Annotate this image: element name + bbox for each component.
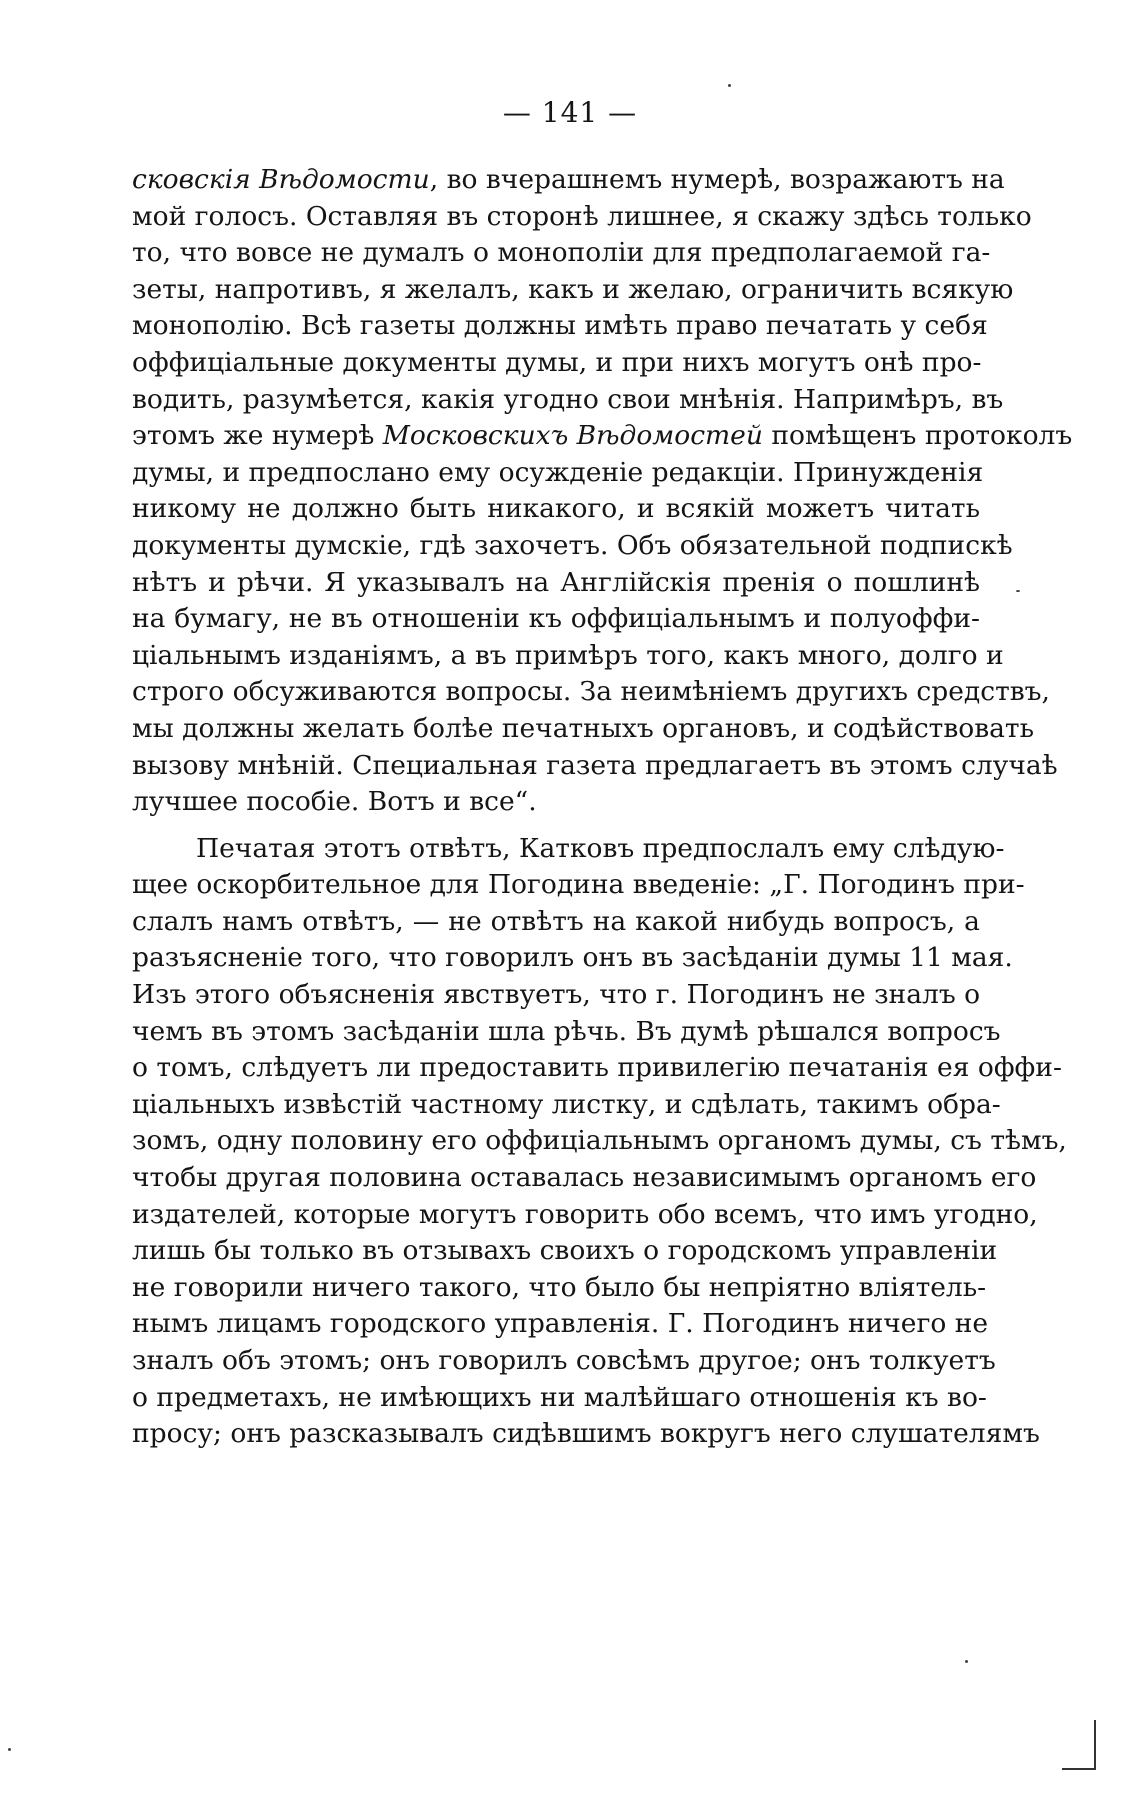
text-line: строго обсуживаются вопросы. За неимѣніемъ другихъ средствъ, [132,676,1050,708]
line-text: этомъ же нумерѣ [132,420,383,452]
body-text [132,162,1073,1453]
text-line: ціальныхъ извѣстій частному листку, и сдѣлать, такимъ обра- [132,1088,1001,1120]
paragraph-1 [132,162,1073,821]
paragraph-gap [132,821,980,831]
text-line: думы, и предпослано ему осужденіе редакціи. Принужденія [132,456,984,488]
text-line [132,162,1005,199]
text-line: о предметахъ, не имѣющихъ ни малѣйшаго отношенія къ во- [132,1381,987,1413]
text-line: мой голосъ. Оставляя въ сторонѣ лишнее, я скажу здѣсь только [132,200,1032,232]
text-line: Печатая этотъ отвѣтъ, Катковъ предпослалъ ему слѣдую- [196,832,1005,864]
text-line: нымъ лицамъ городского управленія. Г. Погодинъ ничего не [132,1308,989,1340]
text-line: вызову мнѣній. Специальная газета предлагаетъ въ этомъ случаѣ [132,749,1058,781]
text-line: оффиціальные документы думы, и при нихъ могутъ онѣ про- [132,346,982,378]
line-text: , во вчерашнемъ нумерѣ, возражаютъ на [429,164,1005,195]
text-line: просу; онъ разсказывалъ сидѣвшимъ вокругъ него слушателямъ [132,1418,1040,1450]
text-line: ціальнымъ изданіямъ, а въ примѣръ того, какъ много, долго и [132,639,1004,671]
print-speck [1016,590,1020,592]
print-speck [728,84,731,87]
text-line: то, что вовсе не думалъ о монополіи для предполагаемой га- [132,237,991,269]
text-line: щее оскорбительное для Погодина введеніе: „Г. Погодинъ при- [132,869,1025,901]
text-line: не говорили ничего такого, что было бы непріятно вліятель- [132,1271,987,1303]
text-line: чтобы другая половина оставалась независимымъ органомъ его [132,1162,1037,1194]
text-line: лучшее пособіе. Вотъ и все“. [132,786,537,818]
scan-corner-mark [1062,1720,1096,1770]
text-line: издателей, которые могутъ говорить обо всемъ, что имъ угодно, [132,1198,1038,1230]
text-line: нѣтъ и рѣчи. Я указывалъ на Англійскія пренія о пошлинѣ [132,566,980,598]
text-line: водить, разумѣется, какія угодно свои мнѣнія. Напримѣръ, въ [132,383,1004,415]
text-line: зеты, напротивъ, я желалъ, какъ и желаю, ограничить всякую [132,273,1014,305]
text-line: разъясненіе того, что говорилъ онъ въ засѣданіи думы 11 мая. [132,942,1013,974]
text-line: Изъ этого объясненія явствуетъ, что г. Погодинъ не зналъ о [132,979,981,1011]
text-line: слалъ намъ отвѣтъ, — не отвѣтъ на какой нибудь вопросъ, а [132,905,980,937]
text-line [132,418,1073,455]
text-line: чемъ въ этомъ засѣданіи шла рѣчь. Въ думѣ рѣшался вопросъ [132,1015,1001,1047]
text-line: никому не должно быть никакого, и всякій можетъ читать [132,493,980,525]
text-line: о томъ, слѣдуетъ ли предоставить привилегію печатанія ея оффи- [132,1052,1062,1084]
text-line: зналъ объ этомъ; онъ говорилъ совсѣмъ другое; онъ толкуетъ [132,1345,996,1376]
text-line: зомъ, одну половину его оффиціальнымъ органомъ думы, съ тѣмъ, [132,1125,1067,1157]
text-line: лишь бы только въ отзывахъ своихъ о городскомъ управленіи [132,1235,998,1267]
text-line: мы должны желать болѣе печатныхъ органовъ, и содѣйствовать [132,712,1034,744]
italic-title: Московскихъ Вѣдомостей [382,420,763,452]
paragraph-2 [132,831,1067,1453]
print-speck [965,1660,968,1663]
text-line: документы думскіе, гдѣ захочетъ. Объ обязательной подпискѣ [132,529,1013,561]
text-line: монополію. Всѣ газеты должны имѣть право печатать у себя [132,310,988,342]
line-text: помѣщенъ протоколъ [762,420,1073,452]
print-speck [8,1748,11,1751]
page-number: — 141 — [502,96,638,129]
italic-title: сковскія Вѣдомости [132,164,430,195]
text-line: на бумагу, не въ отношеніи къ оффиціальнымъ и полуоффи- [132,603,980,635]
